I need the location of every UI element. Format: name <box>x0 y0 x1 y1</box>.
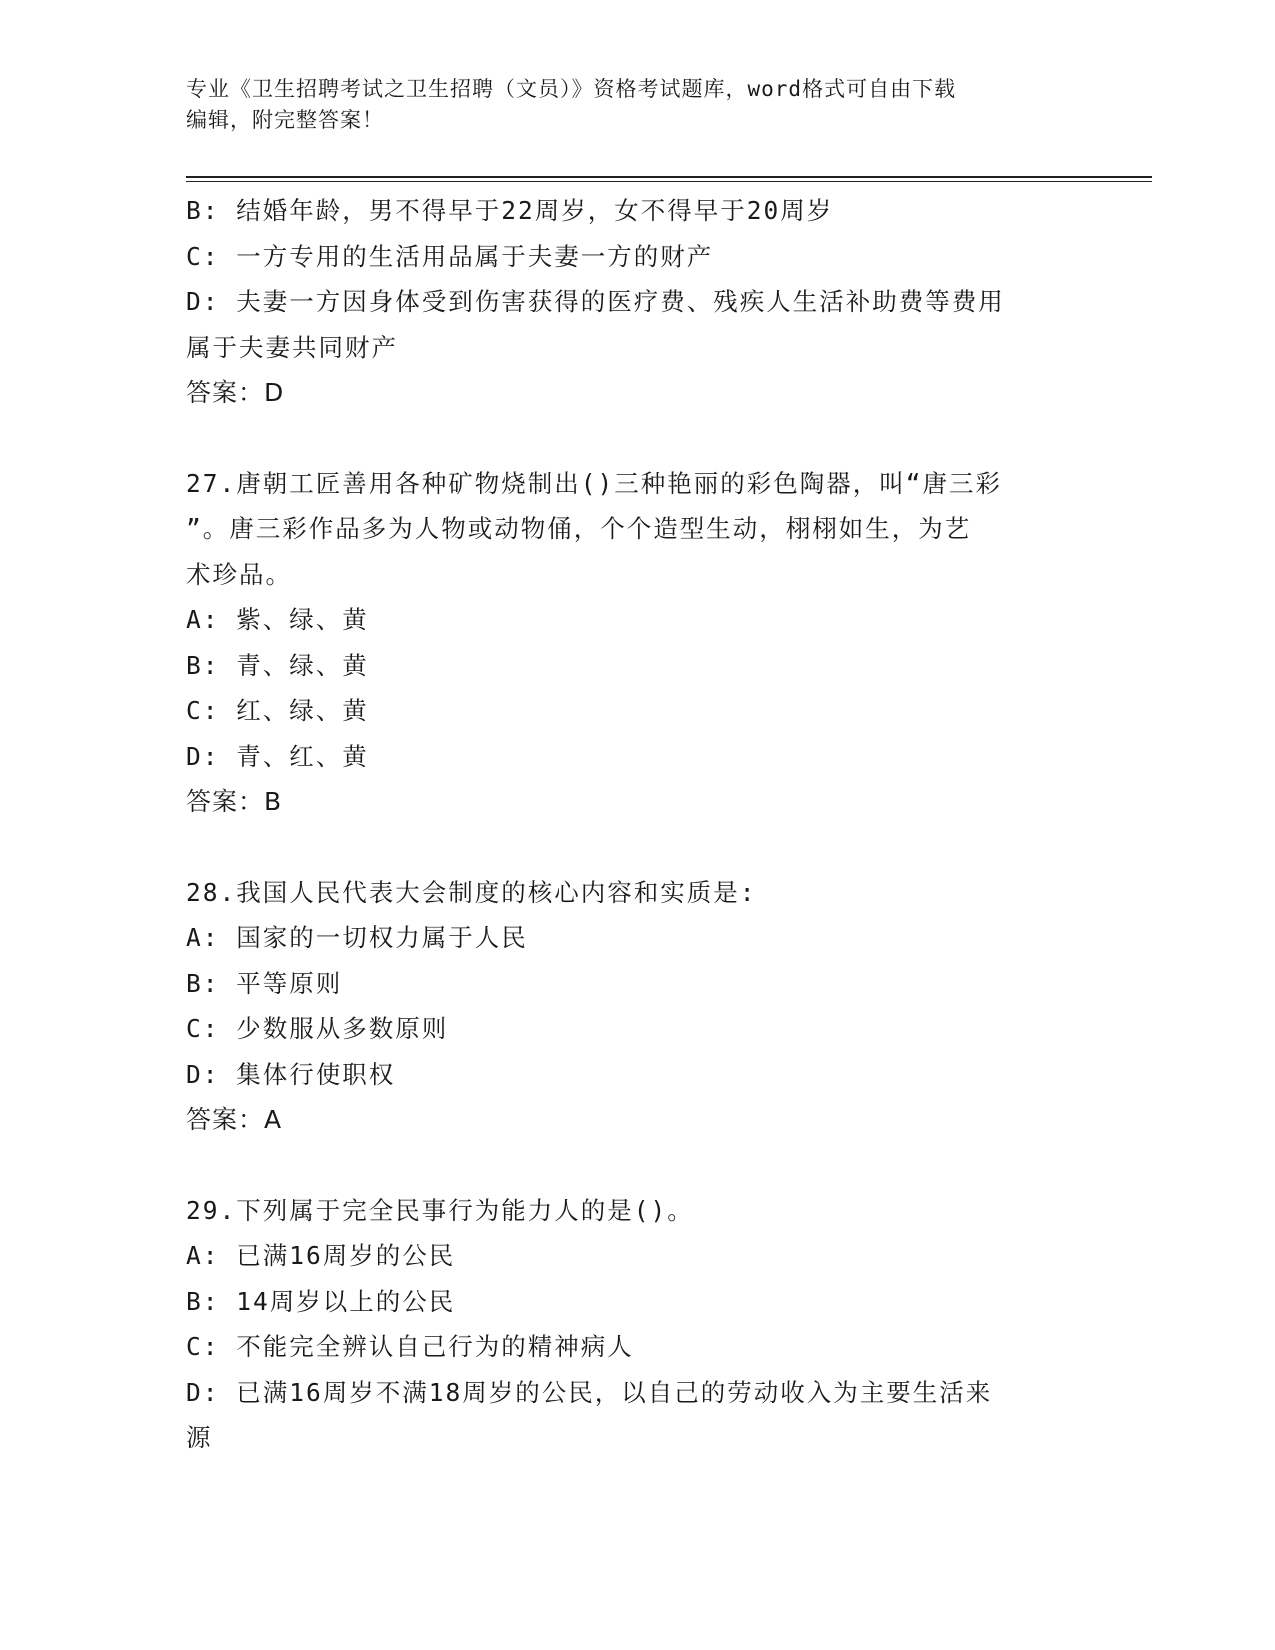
option-d-continued: 属于夫妻共同财产 <box>186 332 398 362</box>
option-d: D: 集体行使职权 <box>186 1059 396 1089</box>
question-28 <box>186 870 1071 1143</box>
option-d-continued: 源 <box>186 1423 213 1452</box>
spacer <box>186 1143 1071 1188</box>
answer: 答案：A <box>186 1105 283 1134</box>
option-c: C: 一方专用的生活用品属于夫妻一方的财产 <box>186 241 714 271</box>
option-c: C: 少数服从多数原则 <box>186 1014 449 1043</box>
option-b: B: 平等原则 <box>186 968 343 998</box>
header-line-1: 专业《卫生招聘考试之卫生招聘（文员）》资格考试题库，word格式可自由下载 <box>186 77 957 101</box>
header-divider <box>186 176 1152 178</box>
document-header <box>186 74 1066 136</box>
answer: 答案：B <box>186 787 283 816</box>
option-d: D: 夫妻一方因身体受到伤害获得的医疗费、残疾人生活补助费等费用 <box>186 287 1005 316</box>
question-26-tail <box>186 188 1071 416</box>
option-a: A: 已满16周岁的公民 <box>186 1241 456 1270</box>
question-stem-continued: 术珍品。 <box>186 559 292 589</box>
question-stem: 29.下列属于完全民事行为能力人的是()。 <box>186 1195 694 1225</box>
document-body <box>186 188 1071 1461</box>
option-a: A: 国家的一切权力属于人民 <box>186 923 528 952</box>
question-stem: 27.唐朝工匠善用各种矿物烧制出()三种艳丽的彩色陶器，叫“唐三彩 <box>186 468 1002 498</box>
option-c: C: 红、绿、黄 <box>186 696 369 725</box>
option-d: D: 青、红、黄 <box>186 741 369 771</box>
question-stem: 28.我国人民代表大会制度的核心内容和实质是: <box>186 877 757 907</box>
option-c: C: 不能完全辨认自己行为的精神病人 <box>186 1332 634 1361</box>
spacer <box>186 825 1071 870</box>
spacer <box>186 416 1071 461</box>
answer: 答案：D <box>186 378 285 407</box>
question-27 <box>186 461 1071 825</box>
option-b: B: 青、绿、黄 <box>186 650 369 680</box>
option-d: D: 已满16周岁不满18周岁的公民，以自己的劳动收入为主要生活来 <box>186 1377 993 1407</box>
option-a: A: 紫、绿、黄 <box>186 605 369 634</box>
question-29 <box>186 1188 1071 1461</box>
question-stem-continued: ”。唐三彩作品多为人物或动物俑，个个造型生动，栩栩如生，为艺 <box>186 514 972 543</box>
option-b: B: 结婚年龄，男不得早于22周岁，女不得早于20周岁 <box>186 196 834 225</box>
option-b: B: 14周岁以上的公民 <box>186 1286 456 1316</box>
header-line-2: 编辑，附完整答案！ <box>186 108 384 132</box>
